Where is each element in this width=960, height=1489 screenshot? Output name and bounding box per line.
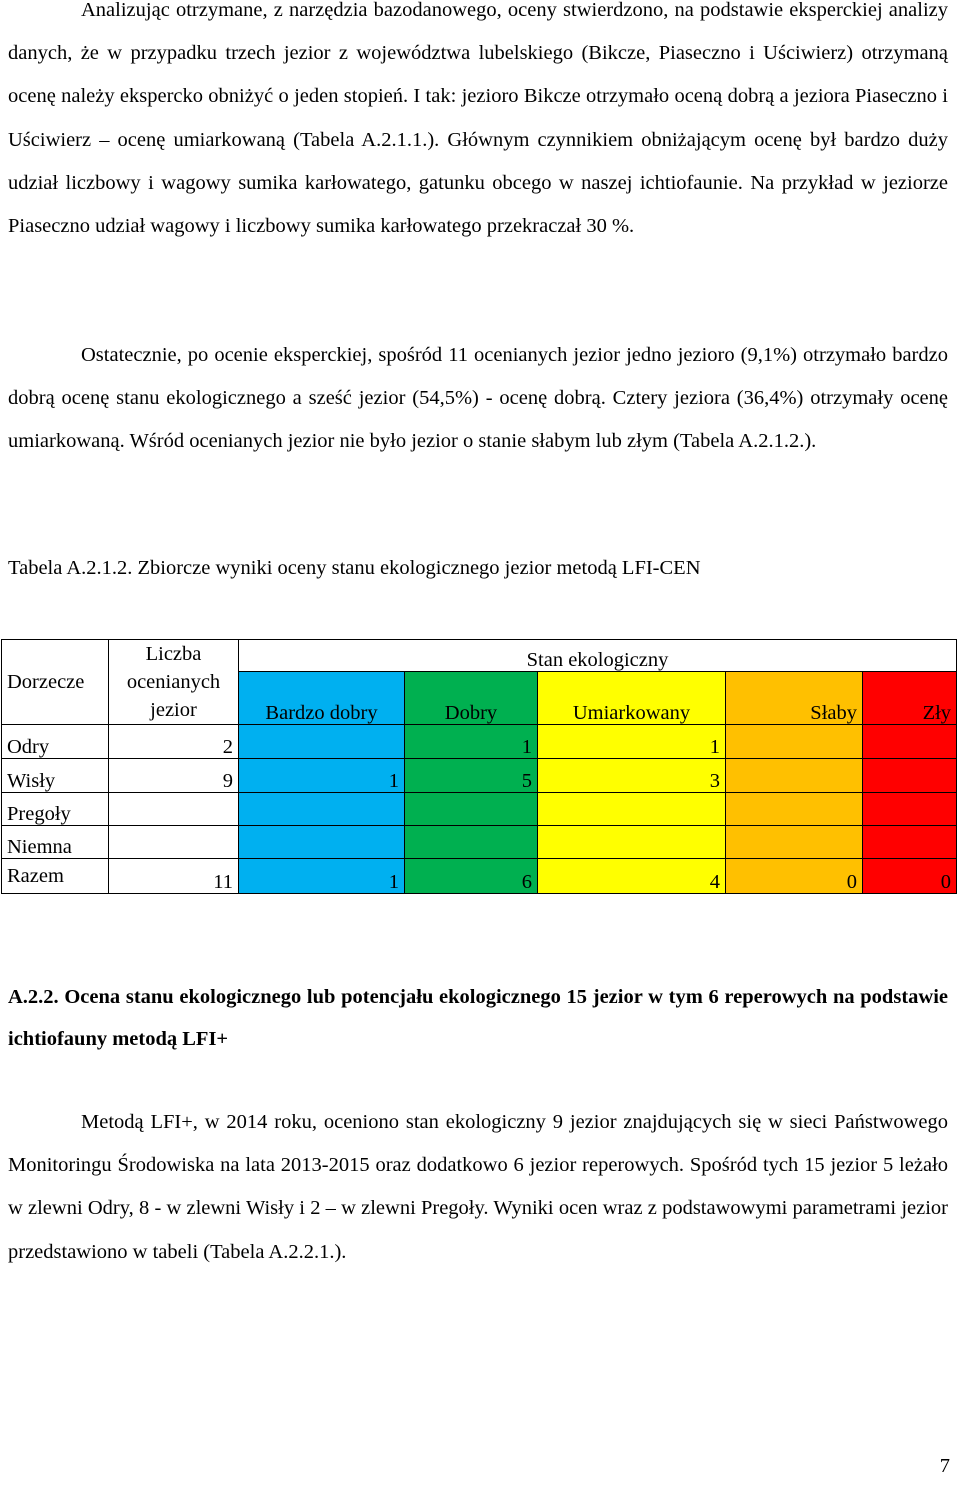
- table-row: [2, 826, 957, 859]
- row-value-umiarkowany: 4: [538, 859, 726, 894]
- row-name: Pregoły: [2, 793, 109, 826]
- row-name: Wisły: [2, 759, 109, 793]
- row-count: 2: [109, 725, 239, 759]
- header-class-bardzo-dobry: Bardzo dobry: [239, 672, 405, 725]
- row-value-bardzo-dobry: [239, 826, 405, 859]
- row-name: Razem: [2, 859, 109, 894]
- table-row: [2, 793, 957, 826]
- row-value-zly: [863, 793, 957, 826]
- table-row-total: [2, 859, 957, 894]
- header-dorzecze: Dorzecze: [2, 640, 109, 725]
- row-value-bardzo-dobry: 1: [239, 859, 405, 894]
- table-header-row: [2, 640, 957, 672]
- table-row: [2, 759, 957, 793]
- header-class-zly: Zły: [863, 672, 957, 725]
- row-value-bardzo-dobry: [239, 725, 405, 759]
- row-count: [109, 826, 239, 859]
- row-value-slaby: [726, 793, 863, 826]
- row-count: 9: [109, 759, 239, 793]
- paragraph-lfi-plus: Metodą LFI+, w 2014 roku, oceniono stan ekologiczny 9 jezior znajdujących się w sieci Państwowego Monitoringu Środowiska na lata 2013-2015 oraz dodatkowo 6 jezior reperowych. Spośród tych 15 jezior 5 leżało w zlewni Odry, 8 - w zlewni Wisły i 2 – w zlewni Pregoły. Wyniki ocen wraz z podstawowymi parametrami jezior przedstawiono w tabeli (Tabela A.2.2.1.).: [8, 1111, 948, 1263]
- row-value-zly: [863, 826, 957, 859]
- row-count: 11: [109, 859, 239, 894]
- header-stan-ekologiczny: Stan ekologiczny: [239, 640, 957, 672]
- row-count: [109, 793, 239, 826]
- row-name: Odry: [2, 725, 109, 759]
- row-value-dobry: 5: [405, 759, 538, 793]
- table-row: [2, 725, 957, 759]
- page-number: 7: [939, 1455, 950, 1477]
- row-value-zly: [863, 725, 957, 759]
- table-caption: Tabela A.2.1.2. Zbiorcze wyniki oceny stanu ekologicznego jezior metodą LFI-CEN: [8, 557, 701, 579]
- header-liczba-line2: ocenianych: [126, 671, 221, 693]
- header-liczba-line1: Liczba: [145, 643, 202, 665]
- row-value-slaby: [726, 826, 863, 859]
- header-liczba-line3: jezior: [150, 699, 197, 721]
- row-value-bardzo-dobry: 1: [239, 759, 405, 793]
- row-value-umiarkowany: 1: [538, 725, 726, 759]
- row-value-zly: [863, 759, 957, 793]
- section-heading: A.2.2. Ocena stanu ekologicznego lub potencjału ekologicznego 15 jezior w tym 6 reperowych na podstawie ichtiofauny metodą LFI+: [8, 986, 948, 1050]
- paragraph-expert-adjustment: Analizując otrzymane, z narzędzia bazodanowego, oceny stwierdzono, na podstawie eksperckiej analizy danych, że w przypadku trzech jezior z województwa lubelskiego (Bikcze, Piaseczno i Uściwierz) otrzymaną ocenę należy ekspercko obniżyć o jeden stopień. I tak: jezioro Bikcze otrzymało oceną dobrą a jeziora Piaseczno i Uściwierz – ocenę umiarkowaną (Tabela A.2.1.1.). Głównym czynnikiem obniżającym ocenę był bardzo duży udział liczbowy i wagowy sumika karłowatego, gatunku obcego w naszej ichtiofaunie. Na przykład w jeziorze Piaseczno udział wagowy i liczbowy sumika karłowatego przekraczał 30 %.: [8, 0, 948, 238]
- row-value-dobry: [405, 826, 538, 859]
- row-value-dobry: 1: [405, 725, 538, 759]
- row-value-umiarkowany: [538, 793, 726, 826]
- row-value-umiarkowany: [538, 826, 726, 859]
- header-class-umiarkowany: Umiarkowany: [538, 672, 726, 725]
- row-value-slaby: [726, 759, 863, 793]
- header-class-slaby: Słaby: [726, 672, 863, 725]
- row-value-dobry: 6: [405, 859, 538, 894]
- row-value-slaby: 0: [726, 859, 863, 894]
- header-class-dobry: Dobry: [405, 672, 538, 725]
- header-liczba: [109, 640, 239, 725]
- ecological-status-table: [1, 639, 957, 894]
- row-name: Niemna: [2, 826, 109, 859]
- paragraph-final-summary: Ostatecznie, po ocenie eksperckiej, spośród 11 ocenianych jezior jedno jezioro (9,1%) otrzymało bardzo dobrą ocenę stanu ekologicznego a sześć jezior (54,5%) - ocenę dobrą. Cztery jeziora (36,4%) otrzymały ocenę umiarkowaną. Wśród ocenianych jezior nie było jezior o stanie słabym lub złym (Tabela A.2.1.2.).: [8, 344, 948, 453]
- row-value-slaby: [726, 725, 863, 759]
- row-value-umiarkowany: 3: [538, 759, 726, 793]
- row-value-bardzo-dobry: [239, 793, 405, 826]
- row-value-zly: 0: [863, 859, 957, 894]
- row-value-dobry: [405, 793, 538, 826]
